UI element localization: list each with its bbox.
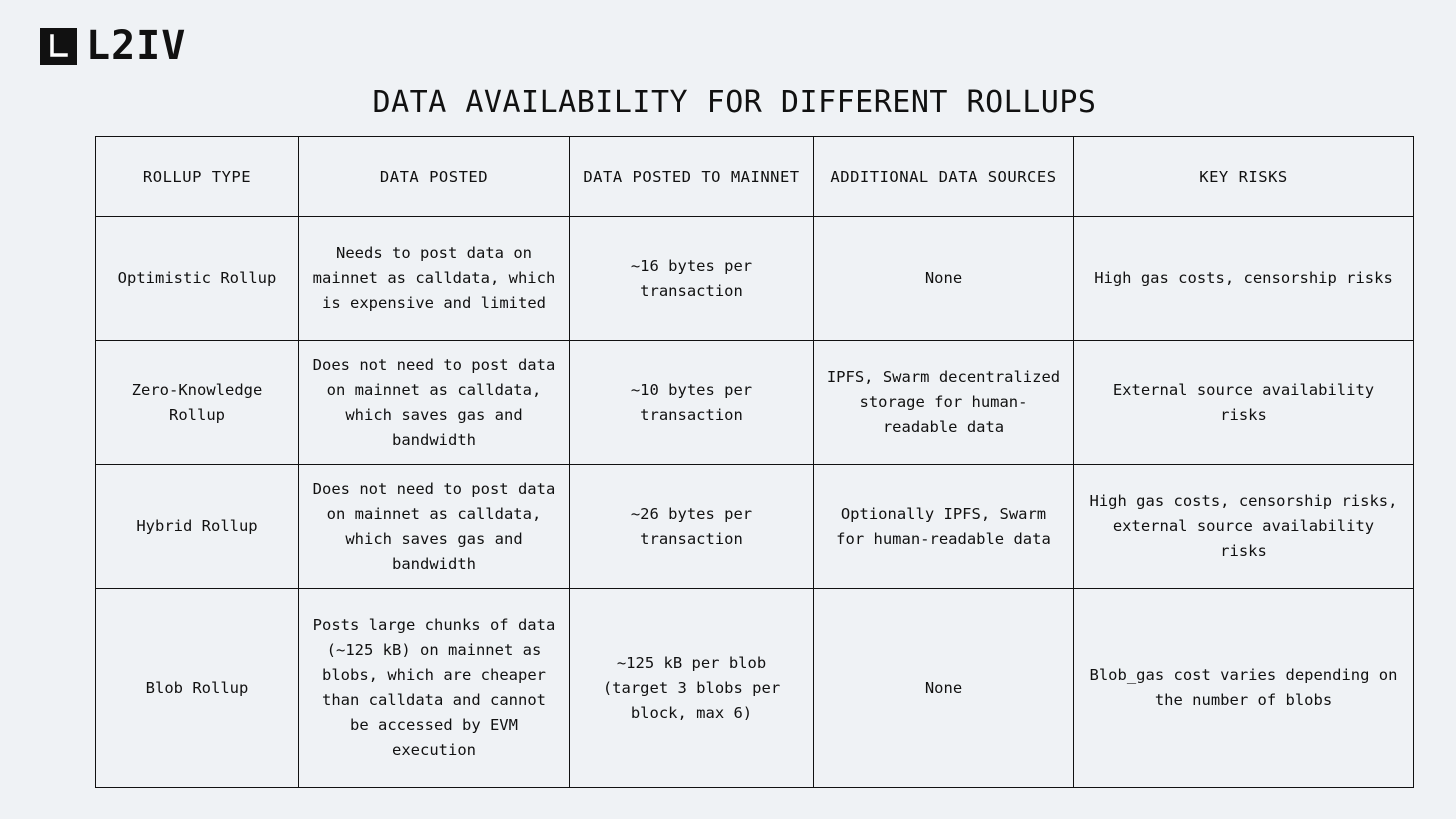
cell-data-posted: Needs to post data on mainnet as calldata, which is expensive and limited (299, 217, 570, 341)
rollup-comparison-table (95, 136, 1414, 788)
cell-key-risks: Blob_gas cost varies depending on the number of blobs (1074, 589, 1414, 788)
brand-logo (40, 23, 187, 69)
header-key-risks: KEY RISKS (1074, 137, 1414, 217)
cell-additional-data-sources: Optionally IPFS, Swarm for human-readable data (814, 465, 1074, 589)
cell-rollup-type: Hybrid Rollup (96, 465, 299, 589)
header-data-posted-to-mainnet: DATA POSTED TO MAINNET (570, 137, 814, 217)
cell-data-posted-to-mainnet: ~10 bytes per transaction (570, 341, 814, 465)
l2iv-logo-mark-icon (40, 28, 77, 65)
cell-rollup-type: Optimistic Rollup (96, 217, 299, 341)
header-data-posted: DATA POSTED (299, 137, 570, 217)
cell-key-risks: High gas costs, censorship risks, external source availability risks (1074, 465, 1414, 589)
header-rollup-type: ROLLUP TYPE (96, 137, 299, 217)
cell-rollup-type: Blob Rollup (96, 589, 299, 788)
header-additional-data-sources: ADDITIONAL DATA SOURCES (814, 137, 1074, 217)
cell-key-risks: High gas costs, censorship risks (1074, 217, 1414, 341)
table-row (96, 465, 1414, 589)
cell-data-posted: Posts large chunks of data (~125 kB) on mainnet as blobs, which are cheaper than calldata and cannot be accessed by EVM execution (299, 589, 570, 788)
table-header-row (96, 137, 1414, 217)
cell-data-posted: Does not need to post data on mainnet as calldata, which saves gas and bandwidth (299, 465, 570, 589)
cell-additional-data-sources: None (814, 589, 1074, 788)
cell-rollup-type: Zero-Knowledge Rollup (96, 341, 299, 465)
cell-additional-data-sources: None (814, 217, 1074, 341)
page-title: DATA AVAILABILITY FOR DIFFERENT ROLLUPS (372, 85, 1097, 120)
table-row (96, 217, 1414, 341)
cell-additional-data-sources: IPFS, Swarm decentralized storage for human-readable data (814, 341, 1074, 465)
table-row (96, 341, 1414, 465)
cell-data-posted-to-mainnet: ~16 bytes per transaction (570, 217, 814, 341)
cell-data-posted: Does not need to post data on mainnet as calldata, which saves gas and bandwidth (299, 341, 570, 465)
cell-key-risks: External source availability risks (1074, 341, 1414, 465)
cell-data-posted-to-mainnet: ~26 bytes per transaction (570, 465, 814, 589)
cell-data-posted-to-mainnet: ~125 kB per blob (target 3 blobs per block, max 6) (570, 589, 814, 788)
brand-name: L2IV (86, 23, 187, 69)
table-row (96, 589, 1414, 788)
